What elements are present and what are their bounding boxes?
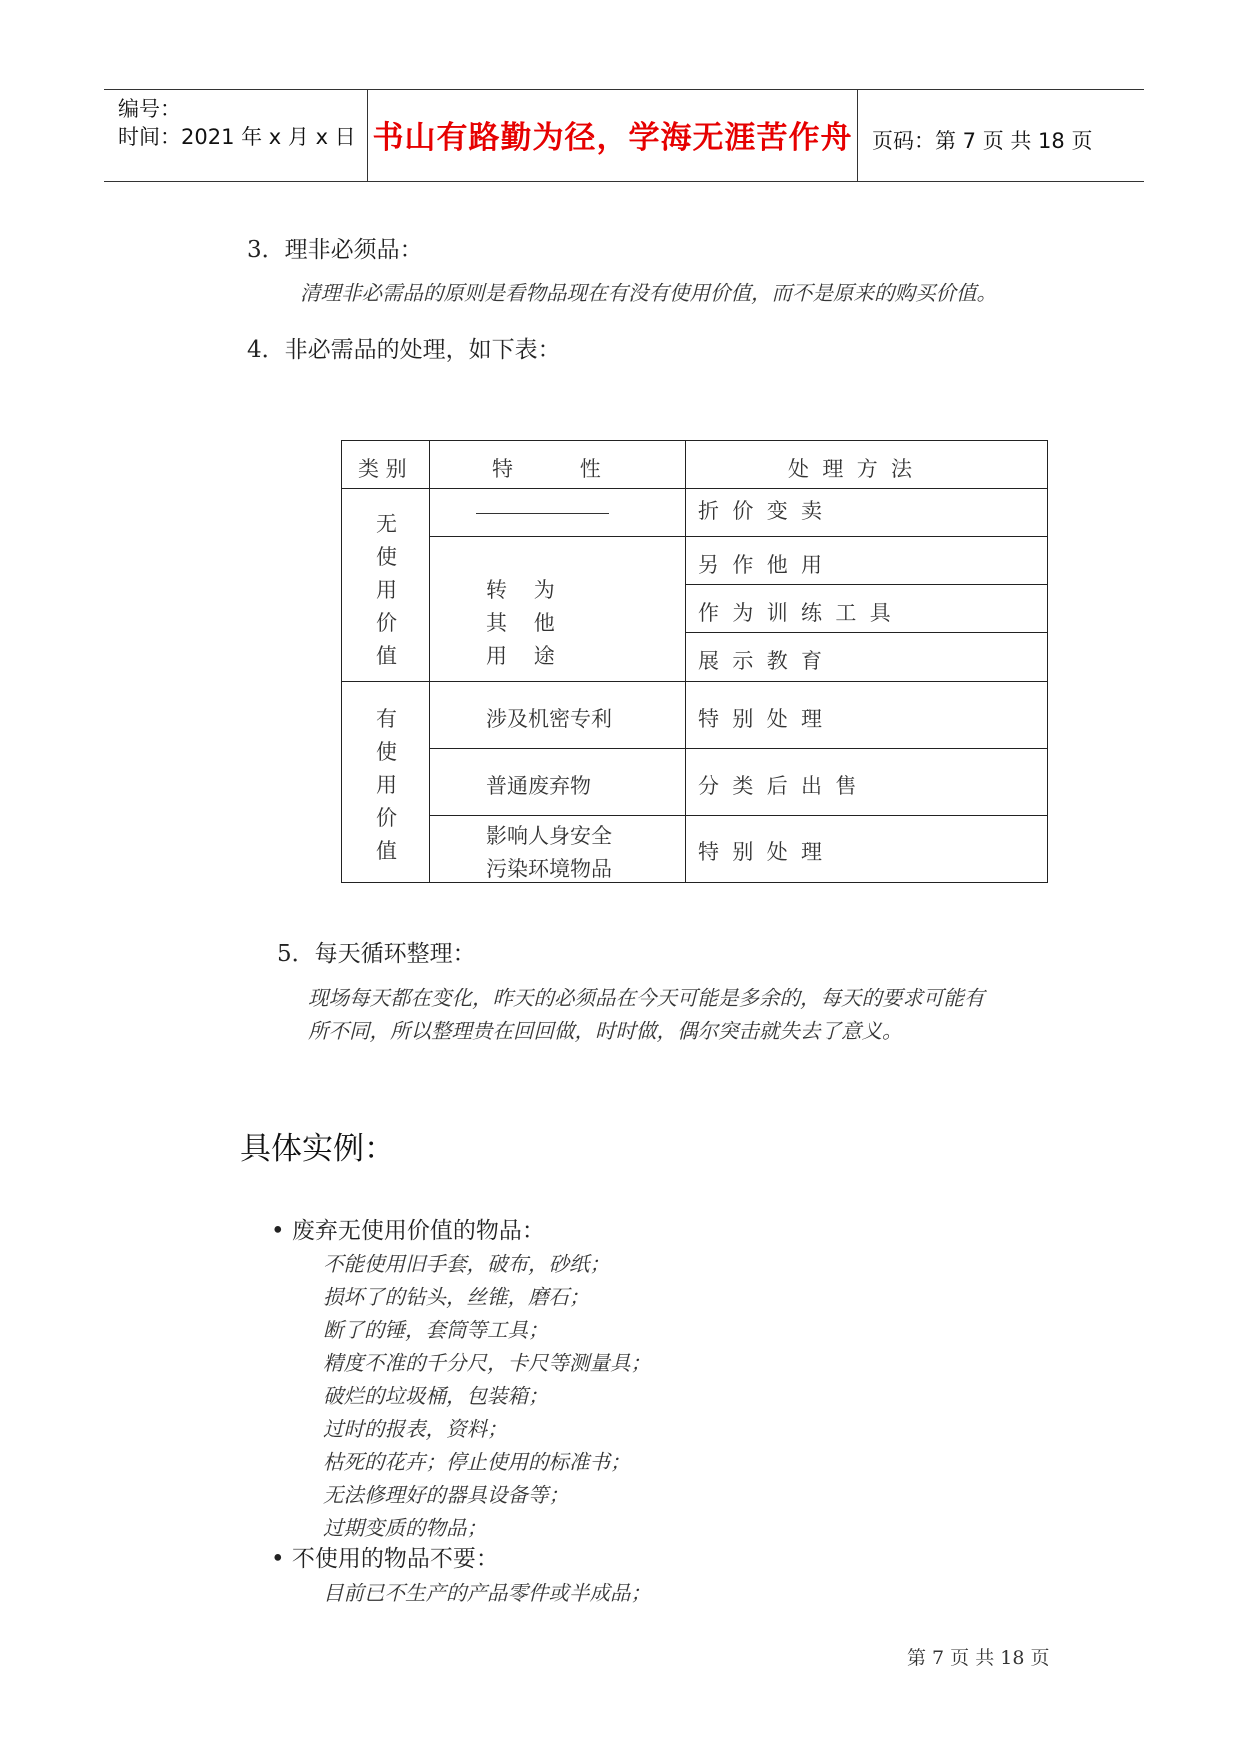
group1-method: 展 示 教 育 xyxy=(698,649,823,673)
disposal-table xyxy=(341,440,1048,883)
group2-trait: 影响人身安全 xyxy=(486,824,612,848)
group2-method: 特 别 处 理 xyxy=(698,707,823,731)
header-bottom-rule xyxy=(104,181,1144,182)
group2-label: 值 xyxy=(376,839,397,863)
bullet-1-label: 废弃无使用价值的物品： xyxy=(291,1218,545,1244)
header-category: 类 别 xyxy=(358,457,407,481)
example-item: 损坏了的钻头，丝锥，磨石； xyxy=(323,1285,590,1309)
header-top-rule xyxy=(104,89,1144,90)
bullet-dot: • xyxy=(271,1546,285,1572)
example-item: 过期变质的物品； xyxy=(323,1516,487,1540)
group2-method: 分 类 后 出 售 xyxy=(698,774,857,798)
group2-trait: 普通废弃物 xyxy=(486,774,591,798)
example-item: 目前已不生产的产品零件或半成品； xyxy=(323,1581,651,1605)
number-label: 编号： xyxy=(118,97,181,121)
table-row-line xyxy=(685,584,1047,585)
table-row-line xyxy=(429,536,1047,537)
section-3-text: 清理非必需品的原则是看物品现在有没有使用价值，而不是原来的购买价值。 xyxy=(300,281,997,305)
group1-trait: 其 他 xyxy=(486,611,555,635)
header-trait: 特 性 xyxy=(492,457,601,481)
group1-label: 值 xyxy=(376,644,397,668)
bullet-2 xyxy=(271,1540,499,1573)
group2-label: 用 xyxy=(376,773,397,797)
blank-line xyxy=(476,513,609,514)
group1-method: 另 作 他 用 xyxy=(698,553,823,577)
bullet-2-label: 不使用的物品不要： xyxy=(291,1546,499,1572)
group2-trait: 涉及机密专利 xyxy=(486,707,612,731)
example-item: 断了的锤，套筒等工具； xyxy=(323,1318,549,1342)
header-divider xyxy=(857,89,858,182)
example-item: 枯死的花卉；停止使用的标准书； xyxy=(323,1450,631,1474)
group1-method: 作 为 训 练 工 具 xyxy=(698,601,891,625)
example-item: 无法修理好的器具设备等； xyxy=(323,1483,569,1507)
examples-heading: 具体实例： xyxy=(240,1131,395,1167)
page-footer: 第 7 页 共 18 页 xyxy=(907,1647,1050,1669)
example-item: 精度不准的千分尺，卡尺等测量具； xyxy=(323,1351,651,1375)
section-5-line: 所不同，所以整理贵在回回做，时时做，偶尔突击就失去了意义。 xyxy=(308,1019,903,1043)
bullet-dot: • xyxy=(271,1218,285,1244)
example-item: 破烂的垃圾桶，包装箱； xyxy=(323,1384,549,1408)
table-row-line xyxy=(342,681,1047,682)
section-5-line: 现场每天都在变化，昨天的必须品在今天可能是多余的，每天的要求可能有 xyxy=(308,986,985,1010)
group2-label: 使 xyxy=(376,740,397,764)
group2-label: 价 xyxy=(376,806,397,830)
motto: 书山有路勤为径，学海无涯苦作舟 xyxy=(372,120,853,156)
table-row-line xyxy=(685,632,1047,633)
table-row-line xyxy=(342,488,1047,489)
time-label: 时间：2021 年 x 月 x 日 xyxy=(118,125,356,149)
table-row-line xyxy=(429,815,1047,816)
group2-label: 有 xyxy=(376,707,397,731)
bullet-1 xyxy=(271,1212,545,1245)
section-4-title: 4．非必需品的处理，如下表： xyxy=(247,337,561,363)
group2-trait: 污染环境物品 xyxy=(486,857,612,881)
example-item: 过时的报表，资料； xyxy=(323,1417,508,1441)
group1-label: 无 xyxy=(376,512,397,536)
group1-trait: 用 途 xyxy=(486,644,555,668)
header-method: 处 理 方 法 xyxy=(788,457,913,481)
page-label: 页码：第 7 页 共 18 页 xyxy=(872,129,1093,153)
table-row-line xyxy=(429,748,1047,749)
group1-method: 折 价 变 卖 xyxy=(698,499,823,523)
group1-label: 使 xyxy=(376,545,397,569)
group1-label: 用 xyxy=(376,578,397,602)
group1-trait: 转 为 xyxy=(486,578,555,602)
example-item: 不能使用旧手套，破布，砂纸； xyxy=(323,1252,610,1276)
section-5-title: 5．每天循环整理： xyxy=(277,941,476,967)
group2-method: 特 别 处 理 xyxy=(698,840,823,864)
section-3-title: 3．理非必须品： xyxy=(247,237,423,263)
group1-label: 价 xyxy=(376,611,397,635)
